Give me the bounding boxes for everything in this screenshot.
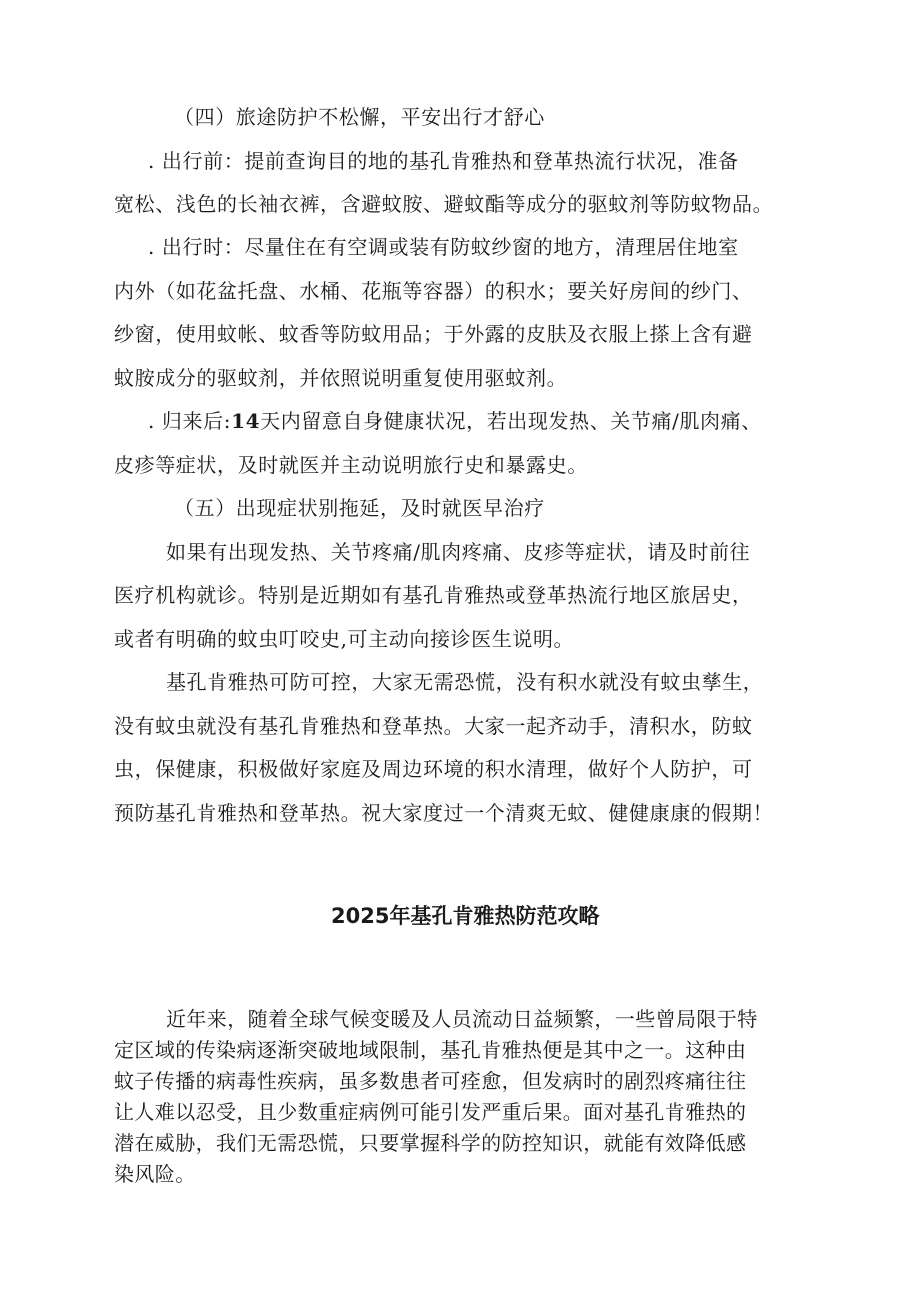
intro-line-6: 染风险。: [114, 1162, 196, 1186]
intro-line-5: 潜在威胁，我们无需恐慌，只要掌握科学的防控知识，就能有效降低感: [114, 1131, 747, 1155]
symptom-para-line-3: 或者有明确的蚊虫叮咬史,可主动向接诊医生说明。: [114, 627, 575, 651]
intro-line-3: 蚊子传播的病毒性疾病，虽多数患者可痊愈，但发病时的剧烈疼痛往往: [114, 1069, 747, 1093]
closing-line-2: 没有蚊虫就没有基孔肯雅热和登革热。大家一起齐动手，清积水，防蚊: [114, 714, 753, 738]
travel-during-line-1: . 出行时：尽量住在有空调或装有防蚊纱窗的地方，清理居住地室: [148, 235, 739, 259]
section-5-heading: （五）出现症状别拖延，及时就医早治疗: [174, 496, 545, 520]
section-4-heading: （四）旅途防护不松懈，平安出行才舒心: [174, 105, 545, 129]
travel-after-days: 14: [231, 409, 261, 433]
travel-after-prefix: . 归来后:: [148, 409, 232, 433]
intro-line-1: 近年来，随着全球气候变暖及人员流动日益频繁，一些曾局限于特: [166, 1007, 758, 1031]
travel-after-line-1: [148, 407, 762, 435]
travel-after-line-2: 皮疹等症状，及时就医并主动说明旅行史和暴露史。: [114, 453, 588, 477]
closing-line-1: 基孔肯雅热可防可控，大家无需恐慌，没有积水就没有蚊虫孳生，: [166, 670, 764, 694]
symptom-para-line-1: 如果有出现发热、关节疼痛/肌肉疼痛、皮疹等症状，请及时前往: [166, 540, 751, 564]
closing-line-4: 预防基孔肯雅热和登革热。祝大家度过一个清爽无蚊、健健康康的假期！: [114, 801, 774, 825]
intro-line-2: 定区域的传染病逐渐突破地域限制，基孔肯雅热便是其中之一。这种由: [114, 1038, 747, 1062]
travel-during-line-3: 纱窗，使用蚊帐、蚊香等防蚊用品；于外露的皮肤及衣服上搽上含有避: [114, 322, 753, 346]
travel-before-line-1: . 出行前：提前查询目的地的基孔肯雅热和登革热流行状况，准备: [148, 149, 739, 173]
travel-during-line-4: 蚊胺成分的驱蚊剂，并依照说明重复使用驱蚊剂。: [114, 366, 568, 390]
travel-before-line-2: 宽松、浅色的长袖衣裤，含避蚊胺、避蚊酯等成分的驱蚊剂等防蚊物品。: [114, 192, 774, 216]
travel-during-line-2: 内外（如花盆托盘、水桶、花瓶等容器）的积水；要关好房间的纱门、: [114, 279, 753, 303]
closing-line-3: 虫，保健康，积极做好家庭及周边环境的积水清理，做好个人防护，可: [114, 757, 753, 781]
travel-after-rest: 天内留意自身健康状况，若出现发热、关节痛/肌肉痛、: [260, 409, 762, 433]
symptom-para-line-2: 医疗机构就诊。特别是近期如有基孔肯雅热或登革热流行地区旅居史，: [114, 583, 753, 607]
article-title: 2025年基孔肯雅热防范攻略: [331, 904, 600, 928]
intro-line-4: 让人难以忍受，且少数重症病例可能引发严重后果。面对基孔肯雅热的: [114, 1100, 747, 1124]
